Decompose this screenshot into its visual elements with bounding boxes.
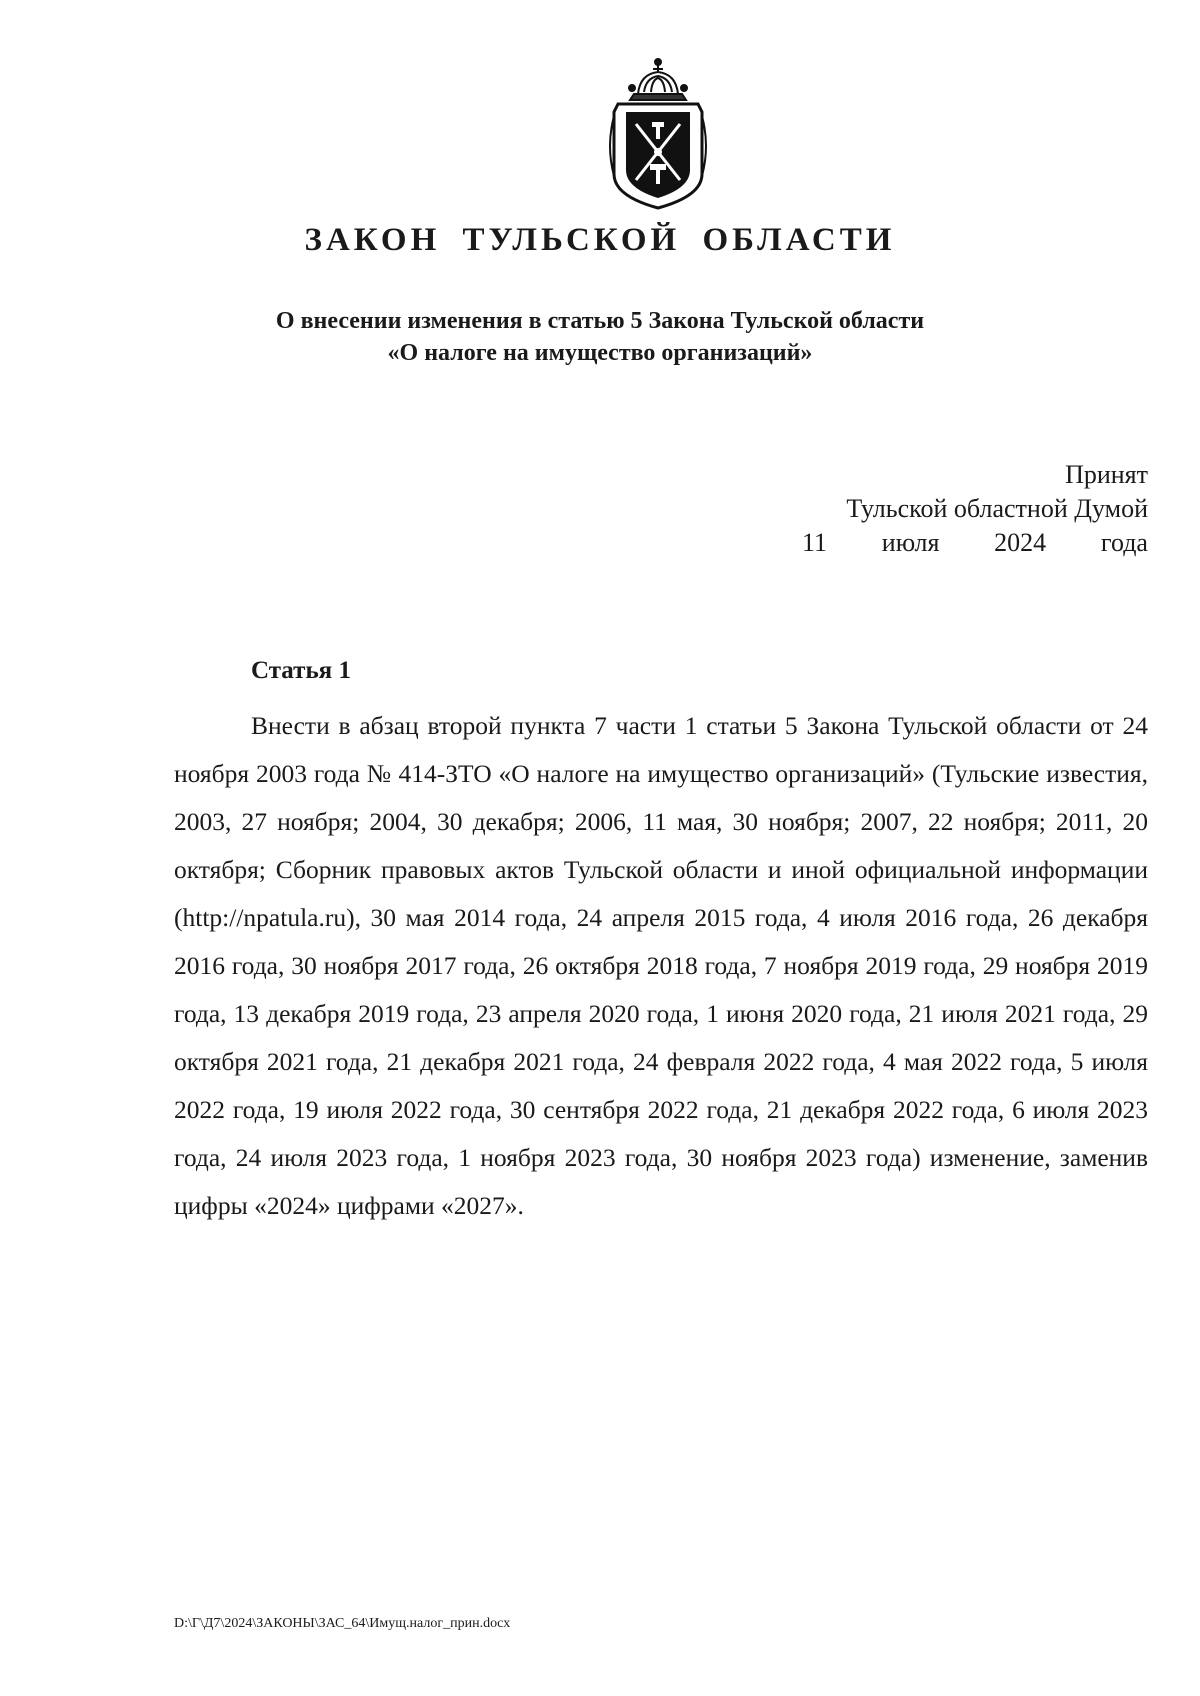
coat-of-arms-icon [604, 56, 712, 212]
article-heading: Статья 1 [251, 657, 351, 684]
adoption-line-2: Тульской областной Думой [846, 494, 1148, 523]
adoption-date [802, 526, 1148, 560]
adoption-block [802, 458, 1148, 560]
subject-line-1: О внесении изменения в статью 5 Закона Тульской области [275, 308, 925, 334]
law-subject [0, 305, 1200, 369]
adoption-year-word: года [1100, 528, 1148, 557]
subject-line-2: «О налоге на имущество организаций» [387, 340, 813, 366]
adoption-month: июля [881, 528, 940, 557]
adoption-year: 2024 [994, 528, 1047, 557]
law-title: ЗАКОН ТУЛЬСКОЙ ОБЛАСТИ [304, 222, 896, 258]
adoption-line-1: Принят [1065, 460, 1148, 489]
article-body: Внести в абзац второй пункта 7 части 1 статьи 5 Закона Тульской области от 24 ноября 2003 года № 414-ЗТО «О налоге на имущество организаций» (Тульские известия, 2003, 27 ноября; 2004, 30 декабря; 2006, 11 мая, 30 ноября; 2007, 22 ноября; 2011, 20 октября; Сборник правовых актов Тульской области и иной официальной информации (http://npatula.ru), 30 мая 2014 года, 24 апреля 2015 года, 4 июля 2016 года, 26 декабря 2016 года, 30 ноября 2017 года, 26 октября 2018 года, 7 ноября 2019 года, 29 ноября 2019 года, 13 декабря 2019 года, 23 апреля 2020 года, 1 июня 2020 года, 21 июля 2021 года, 29 октября 2021 года, 21 декабря 2021 года, 24 февраля 2022 года, 4 мая 2022 года, 5 июля 2022 года, 19 июля 2022 года, 30 сентября 2022 года, 21 декабря 2022 года, 6 июля 2023 года, 24 июля 2023 года, 1 ноября 2023 года, 30 ноября 2023 года) изменение, заменив цифры «2024» цифрами «2027». [174, 711, 1148, 1220]
adoption-day: 11 [802, 528, 828, 557]
footer-file-path: D:\Г\Д7\2024\ЗАКОНЫ\ЗАС_64\Имущ.налог_прин.docx [174, 1616, 511, 1631]
